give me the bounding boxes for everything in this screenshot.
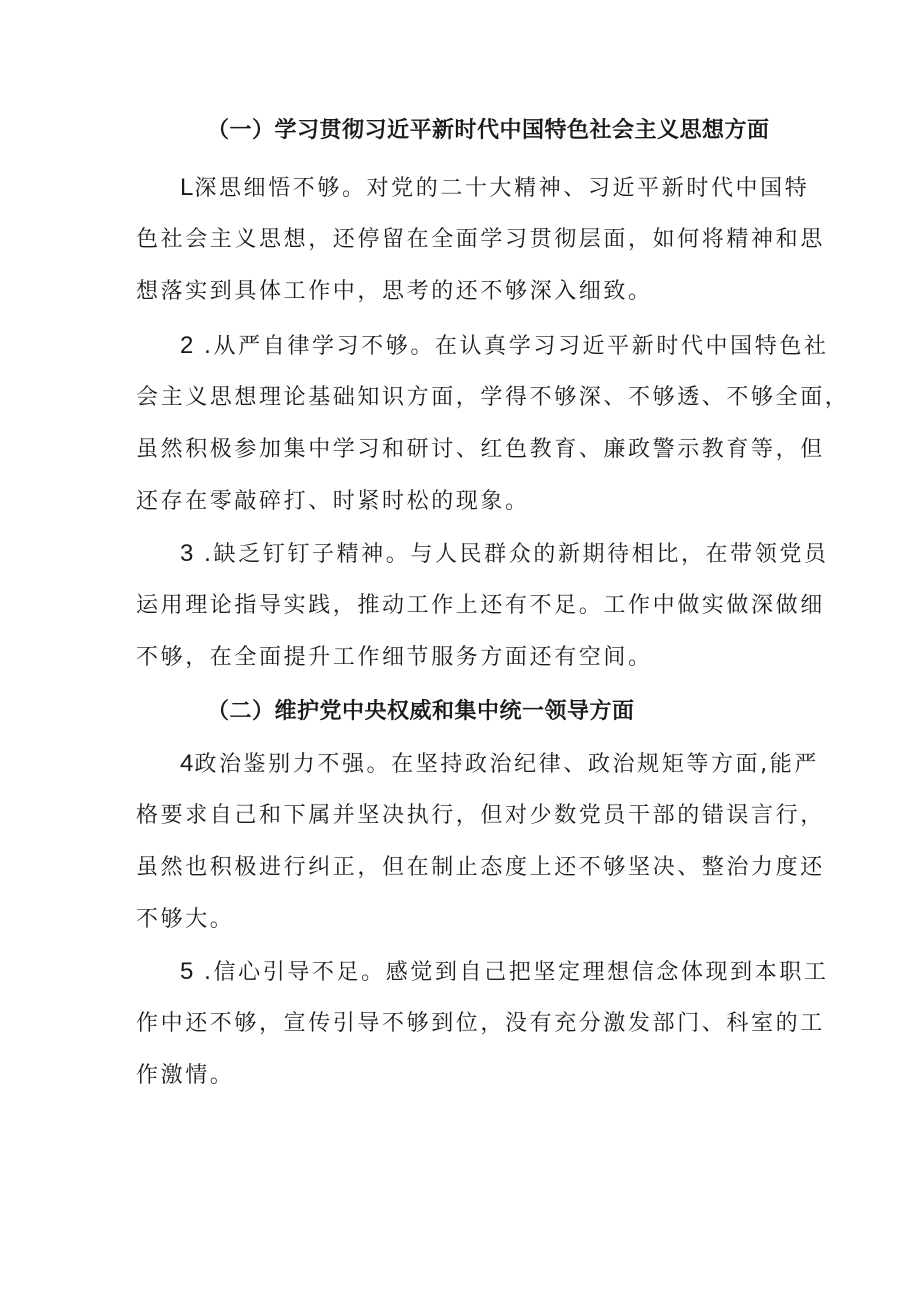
section-heading-1: （一）学习贯彻习近平新时代中国特色社会主义思想方面	[207, 118, 770, 143]
item-number: 5	[180, 958, 195, 985]
paragraph-line: 虽然也积极进行纠正，但在制止态度上还不够坚决、整治力度还	[136, 855, 825, 880]
paragraph-item-2	[136, 320, 850, 528]
paragraph-item-3	[136, 528, 829, 684]
paragraph-line: 想落实到具体工作中，思考的还不够深入细致。	[136, 279, 653, 304]
item-number: 2	[180, 332, 195, 359]
paragraph-line	[136, 946, 829, 998]
paragraph-line: 格要求自己和下属并坚决执行，但对少数党员干部的错误言行，	[136, 803, 825, 828]
paragraph-line: 不够大。	[136, 907, 235, 932]
paragraph-item-5	[136, 946, 829, 1102]
paragraph-line: 色社会主义思想，还停留在全面学习贯彻层面，如何将精神和思	[136, 227, 825, 252]
line-text: .缺乏钉钉子精神。与人民群众的新期待相比，在带领党员	[194, 542, 829, 567]
line-text: .信心引导不足。感觉到自己把坚定理想信念体现到本职工	[194, 960, 829, 985]
section-heading-2: （二）维护党中央权威和集中统一领导方面	[207, 699, 635, 724]
paragraph-line: 不够，在全面提升工作细节服务方面还有空间。	[136, 645, 653, 670]
paragraph-line: 运用理论指导实践，推动工作上还有不足。工作中做实做深做细	[136, 593, 825, 618]
line-text: 政治鉴别力不强。在坚持政治纪律、政治规矩等方面,能严	[194, 752, 819, 777]
line-text: .从严自律学习不够。在认真学习习近平新时代中国特色社	[194, 334, 829, 359]
paragraph-line	[136, 528, 829, 580]
paragraph-line: 还存在零敲碎打、时紧时松的现象。	[136, 489, 530, 514]
paragraph-item-1	[136, 162, 825, 318]
paragraph-line: 作中还不够，宣传引导不够到位，没有充分激发部门、科室的工	[136, 1011, 825, 1036]
item-number: 4	[180, 750, 195, 777]
paragraph-line	[136, 320, 829, 372]
paragraph-line: 会主义思想理论基础知识方面，学得不够深、不够透、不够全面，	[136, 385, 850, 410]
paragraph-line: 虽然积极参加集中学习和研讨、红色教育、廉政警示教育等，但	[136, 437, 825, 462]
line-text: 深思细悟不够。对党的二十大精神、习近平新时代中国特	[194, 176, 810, 201]
item-number: 3	[180, 540, 195, 567]
paragraph-line: 作激情。	[136, 1063, 235, 1088]
item-number: L	[180, 174, 195, 201]
paragraph-line	[136, 162, 810, 214]
paragraph-item-4	[136, 738, 825, 946]
paragraph-line	[136, 738, 819, 790]
